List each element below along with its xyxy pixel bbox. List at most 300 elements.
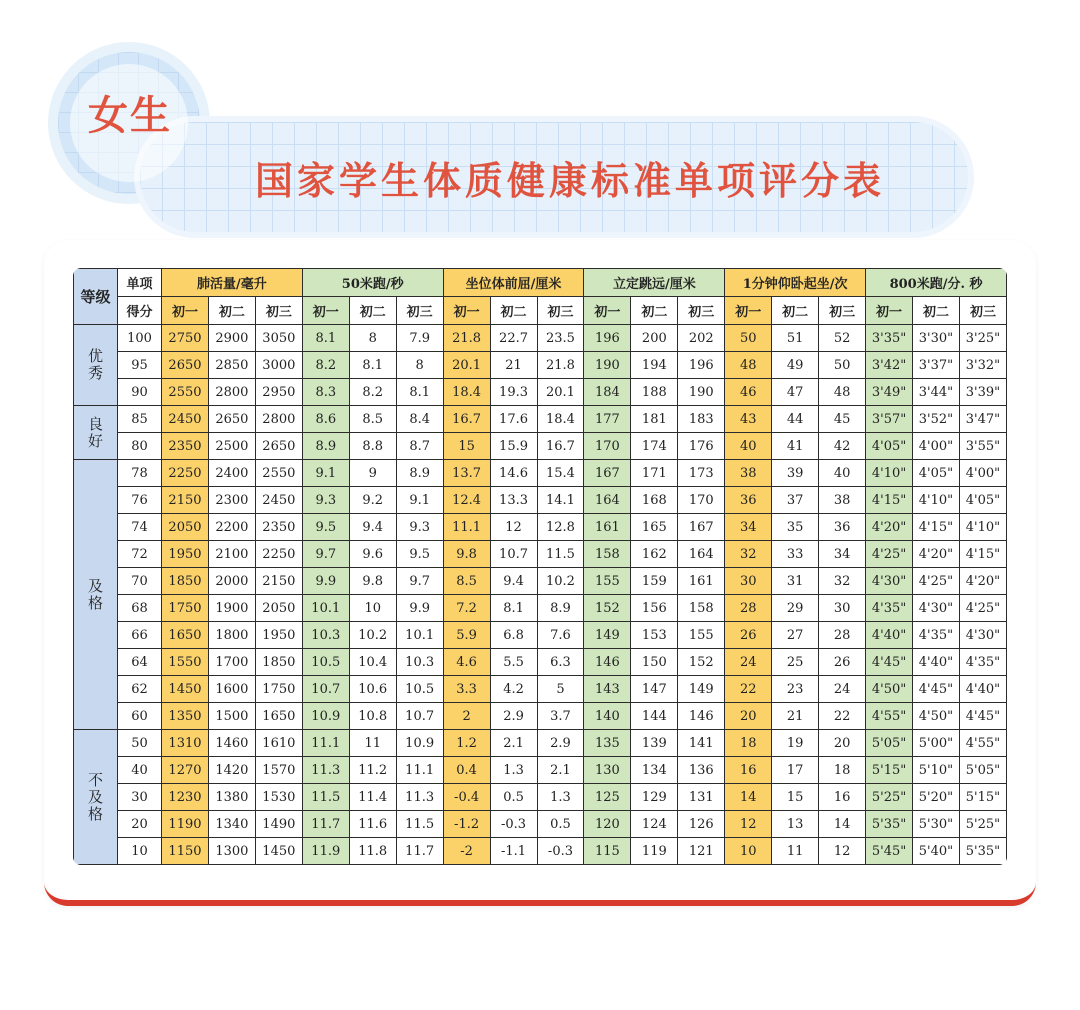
value-cell: 30: [819, 595, 866, 622]
value-cell: 4'25": [959, 595, 1006, 622]
value-cell: 1490: [255, 811, 302, 838]
value-cell: 158: [584, 541, 631, 568]
value-cell: 1850: [162, 568, 209, 595]
value-cell: 155: [584, 568, 631, 595]
table-row: [74, 352, 1007, 379]
value-cell: 43: [725, 406, 772, 433]
value-cell: 11.3: [302, 757, 349, 784]
value-cell: 28: [819, 622, 866, 649]
value-cell: 11.4: [349, 784, 396, 811]
value-cell: 2050: [162, 514, 209, 541]
value-cell: 8.1: [396, 379, 443, 406]
value-cell: 20: [725, 703, 772, 730]
score-cell: 85: [118, 406, 162, 433]
value-cell: 2950: [255, 379, 302, 406]
value-cell: 4'15": [866, 487, 913, 514]
value-cell: 150: [631, 649, 678, 676]
value-cell: 130: [584, 757, 631, 784]
value-cell: 4'25": [913, 568, 960, 595]
value-cell: 4'20": [959, 568, 1006, 595]
table-row: [74, 649, 1007, 676]
value-cell: 2450: [162, 406, 209, 433]
value-cell: 2.9: [537, 730, 584, 757]
value-cell: 2650: [208, 406, 255, 433]
value-cell: 4'10": [866, 460, 913, 487]
value-cell: 10.7: [396, 703, 443, 730]
value-cell: 8.1: [302, 325, 349, 352]
value-cell: 4.6: [443, 649, 490, 676]
value-cell: 40: [725, 433, 772, 460]
event-header: 1分钟仰卧起坐/次: [725, 269, 866, 297]
value-cell: 37: [772, 487, 819, 514]
value-cell: 3'47": [959, 406, 1006, 433]
value-cell: -0.4: [443, 784, 490, 811]
value-cell: 21.8: [443, 325, 490, 352]
value-cell: 159: [631, 568, 678, 595]
value-cell: 9.1: [396, 487, 443, 514]
value-cell: 5'05": [866, 730, 913, 757]
value-cell: 36: [725, 487, 772, 514]
table-row: [74, 406, 1007, 433]
value-cell: 5'05": [959, 757, 1006, 784]
value-cell: 48: [725, 352, 772, 379]
value-cell: 3'25": [959, 325, 1006, 352]
value-cell: 8.1: [490, 595, 537, 622]
value-cell: 30: [725, 568, 772, 595]
value-cell: 158: [678, 595, 725, 622]
level-cell: [74, 460, 118, 730]
value-cell: 8.9: [302, 433, 349, 460]
value-cell: 139: [631, 730, 678, 757]
score-cell: 72: [118, 541, 162, 568]
value-cell: 3'35": [866, 325, 913, 352]
value-cell: -2: [443, 838, 490, 865]
value-cell: 1800: [208, 622, 255, 649]
value-cell: 135: [584, 730, 631, 757]
score-cell: 78: [118, 460, 162, 487]
grade-header: 初三: [678, 297, 725, 325]
value-cell: 14: [819, 811, 866, 838]
value-cell: 1300: [208, 838, 255, 865]
value-cell: 11.1: [396, 757, 443, 784]
value-cell: 10.3: [302, 622, 349, 649]
table-row: [74, 325, 1007, 352]
value-cell: 149: [584, 622, 631, 649]
level-label: 优秀: [86, 348, 104, 382]
value-cell: 26: [819, 649, 866, 676]
score-cell: 80: [118, 433, 162, 460]
table-body: [74, 325, 1007, 865]
value-cell: 173: [678, 460, 725, 487]
value-cell: 49: [772, 352, 819, 379]
grade-header: 初一: [443, 297, 490, 325]
value-cell: 171: [631, 460, 678, 487]
value-cell: 3.3: [443, 676, 490, 703]
value-cell: 155: [678, 622, 725, 649]
value-cell: 12: [819, 838, 866, 865]
value-cell: 3'44": [913, 379, 960, 406]
value-cell: 12.8: [537, 514, 584, 541]
value-cell: 10.5: [302, 649, 349, 676]
value-cell: 1530: [255, 784, 302, 811]
value-cell: 12.4: [443, 487, 490, 514]
value-cell: 10.5: [396, 676, 443, 703]
value-cell: 29: [772, 595, 819, 622]
value-cell: 24: [725, 649, 772, 676]
value-cell: 190: [584, 352, 631, 379]
value-cell: 167: [678, 514, 725, 541]
value-cell: 1380: [208, 784, 255, 811]
value-cell: 4'30": [866, 568, 913, 595]
value-cell: 162: [631, 541, 678, 568]
value-cell: 3050: [255, 325, 302, 352]
value-cell: 41: [772, 433, 819, 460]
value-cell: 1.2: [443, 730, 490, 757]
score-cell: 30: [118, 784, 162, 811]
table-row: [74, 433, 1007, 460]
value-cell: 153: [631, 622, 678, 649]
value-cell: 2650: [162, 352, 209, 379]
value-cell: 4'35": [913, 622, 960, 649]
grade-header: 初三: [959, 297, 1006, 325]
value-cell: 9.9: [302, 568, 349, 595]
value-cell: 23.5: [537, 325, 584, 352]
value-cell: 2800: [208, 379, 255, 406]
value-cell: 4'30": [913, 595, 960, 622]
value-cell: 25: [772, 649, 819, 676]
value-cell: 11.7: [302, 811, 349, 838]
value-cell: 115: [584, 838, 631, 865]
value-cell: 143: [584, 676, 631, 703]
value-cell: 10.6: [349, 676, 396, 703]
value-cell: 18: [819, 757, 866, 784]
value-cell: 4'20": [866, 514, 913, 541]
value-cell: 1150: [162, 838, 209, 865]
level-label: 及格: [86, 577, 104, 612]
value-cell: -0.3: [490, 811, 537, 838]
value-cell: 27: [772, 622, 819, 649]
value-cell: 10.7: [302, 676, 349, 703]
value-cell: 12: [725, 811, 772, 838]
value-cell: 26: [725, 622, 772, 649]
value-cell: 161: [584, 514, 631, 541]
value-cell: 36: [819, 514, 866, 541]
value-cell: 3'32": [959, 352, 1006, 379]
value-cell: 2450: [255, 487, 302, 514]
value-cell: 10.2: [349, 622, 396, 649]
value-cell: 3'39": [959, 379, 1006, 406]
value-cell: 196: [584, 325, 631, 352]
value-cell: 11.8: [349, 838, 396, 865]
value-cell: 11: [772, 838, 819, 865]
value-cell: 1650: [255, 703, 302, 730]
value-cell: 156: [631, 595, 678, 622]
value-cell: 6.8: [490, 622, 537, 649]
value-cell: 2150: [162, 487, 209, 514]
value-cell: 5'20": [913, 784, 960, 811]
value-cell: 2.1: [490, 730, 537, 757]
value-cell: 196: [678, 352, 725, 379]
value-cell: 165: [631, 514, 678, 541]
value-cell: 5'35": [866, 811, 913, 838]
value-cell: 4'05": [866, 433, 913, 460]
value-cell: 18: [725, 730, 772, 757]
value-cell: 38: [725, 460, 772, 487]
value-cell: 1650: [162, 622, 209, 649]
gender-badge: 女生: [88, 93, 172, 139]
value-cell: 9.8: [349, 568, 396, 595]
value-cell: 3000: [255, 352, 302, 379]
value-cell: 5'35": [959, 838, 1006, 865]
table-row: [74, 838, 1007, 865]
value-cell: 146: [678, 703, 725, 730]
value-cell: 120: [584, 811, 631, 838]
value-cell: 17.6: [490, 406, 537, 433]
value-cell: 4'10": [913, 487, 960, 514]
value-cell: 9.8: [443, 541, 490, 568]
value-cell: 11.5: [537, 541, 584, 568]
value-cell: 12: [490, 514, 537, 541]
value-cell: 4'00": [913, 433, 960, 460]
value-cell: 9.7: [396, 568, 443, 595]
value-cell: 11.3: [396, 784, 443, 811]
grade-header: 初二: [772, 297, 819, 325]
value-cell: 3'37": [913, 352, 960, 379]
value-cell: 11.1: [302, 730, 349, 757]
value-cell: 2300: [208, 487, 255, 514]
value-cell: 5'15": [866, 757, 913, 784]
table-row: [74, 730, 1007, 757]
page-title: 国家学生体质健康标准单项评分表: [254, 159, 885, 203]
value-cell: 48: [819, 379, 866, 406]
value-cell: 2350: [255, 514, 302, 541]
value-cell: 4'45": [959, 703, 1006, 730]
value-cell: 4'30": [959, 622, 1006, 649]
table-row: [74, 784, 1007, 811]
grade-header: 初一: [725, 297, 772, 325]
value-cell: 34: [725, 514, 772, 541]
value-cell: 22.7: [490, 325, 537, 352]
value-cell: 2100: [208, 541, 255, 568]
grade-header: 初三: [396, 297, 443, 325]
value-cell: 6.3: [537, 649, 584, 676]
value-cell: 8.4: [396, 406, 443, 433]
value-cell: 35: [772, 514, 819, 541]
score-table: [73, 268, 1007, 865]
value-cell: 4'35": [866, 595, 913, 622]
value-cell: 15: [443, 433, 490, 460]
value-cell: 124: [631, 811, 678, 838]
score-cell: 64: [118, 649, 162, 676]
level-cell: [74, 406, 118, 460]
value-cell: 2550: [162, 379, 209, 406]
value-cell: 9.3: [302, 487, 349, 514]
value-cell: 15.4: [537, 460, 584, 487]
value-cell: 14.1: [537, 487, 584, 514]
value-cell: 7.6: [537, 622, 584, 649]
value-cell: 3'30": [913, 325, 960, 352]
value-cell: 14: [725, 784, 772, 811]
value-cell: 4.2: [490, 676, 537, 703]
score-cell: 100: [118, 325, 162, 352]
value-cell: 141: [678, 730, 725, 757]
level-cell: [74, 730, 118, 865]
item-header: 单项: [118, 269, 162, 297]
value-cell: 9.4: [349, 514, 396, 541]
value-cell: 147: [631, 676, 678, 703]
value-cell: 39: [772, 460, 819, 487]
value-cell: 24: [819, 676, 866, 703]
event-header-row: [74, 269, 1007, 297]
value-cell: 52: [819, 325, 866, 352]
value-cell: 50: [819, 352, 866, 379]
value-cell: 11.1: [443, 514, 490, 541]
value-cell: 1750: [255, 676, 302, 703]
value-cell: 170: [678, 487, 725, 514]
value-cell: 0.5: [490, 784, 537, 811]
value-cell: 11: [349, 730, 396, 757]
value-cell: 16.7: [537, 433, 584, 460]
value-cell: 9.6: [349, 541, 396, 568]
value-cell: 136: [678, 757, 725, 784]
table-row: [74, 379, 1007, 406]
value-cell: 8.6: [302, 406, 349, 433]
value-cell: 10: [349, 595, 396, 622]
value-cell: 4'45": [866, 649, 913, 676]
value-cell: 121: [678, 838, 725, 865]
score-cell: 40: [118, 757, 162, 784]
score-cell: 68: [118, 595, 162, 622]
table-row: [74, 460, 1007, 487]
value-cell: 44: [772, 406, 819, 433]
table-row: [74, 703, 1007, 730]
grade-header: 初一: [866, 297, 913, 325]
grade-header: 初二: [349, 297, 396, 325]
value-cell: 21: [490, 352, 537, 379]
value-cell: 46: [725, 379, 772, 406]
value-cell: 2250: [255, 541, 302, 568]
value-cell: 13: [772, 811, 819, 838]
value-cell: 1450: [255, 838, 302, 865]
value-cell: 8: [349, 325, 396, 352]
value-cell: 5'30": [913, 811, 960, 838]
value-cell: 181: [631, 406, 678, 433]
value-cell: 4'05": [913, 460, 960, 487]
value-cell: 18.4: [537, 406, 584, 433]
value-cell: 5'25": [959, 811, 1006, 838]
grade-header: 初三: [819, 297, 866, 325]
table-row: [74, 676, 1007, 703]
grade-header: 初二: [913, 297, 960, 325]
table-row: [74, 811, 1007, 838]
value-cell: 125: [584, 784, 631, 811]
score-cell: 20: [118, 811, 162, 838]
value-cell: 45: [819, 406, 866, 433]
value-cell: 126: [678, 811, 725, 838]
value-cell: 161: [678, 568, 725, 595]
table-row: [74, 541, 1007, 568]
value-cell: 2750: [162, 325, 209, 352]
event-header: 肺活量/毫升: [162, 269, 303, 297]
value-cell: 4'15": [913, 514, 960, 541]
event-header: 800米跑/分. 秒: [866, 269, 1007, 297]
table-row: [74, 595, 1007, 622]
value-cell: 1600: [208, 676, 255, 703]
value-cell: 9.2: [349, 487, 396, 514]
score-cell: 76: [118, 487, 162, 514]
value-cell: 4'15": [959, 541, 1006, 568]
table-row: [74, 487, 1007, 514]
value-cell: 22: [725, 676, 772, 703]
value-cell: 42: [819, 433, 866, 460]
value-cell: 2500: [208, 433, 255, 460]
value-cell: 32: [819, 568, 866, 595]
score-cell: 62: [118, 676, 162, 703]
value-cell: 2200: [208, 514, 255, 541]
value-cell: 1610: [255, 730, 302, 757]
value-cell: 11.5: [302, 784, 349, 811]
value-cell: 2350: [162, 433, 209, 460]
value-cell: 4'55": [866, 703, 913, 730]
value-cell: 34: [819, 541, 866, 568]
value-cell: 167: [584, 460, 631, 487]
value-cell: 188: [631, 379, 678, 406]
value-cell: 2.1: [537, 757, 584, 784]
value-cell: 1750: [162, 595, 209, 622]
value-cell: 4'45": [913, 676, 960, 703]
table-row: [74, 622, 1007, 649]
value-cell: 11.5: [396, 811, 443, 838]
value-cell: 1.3: [490, 757, 537, 784]
score-cell: 74: [118, 514, 162, 541]
value-cell: 8.7: [396, 433, 443, 460]
value-cell: 3'55": [959, 433, 1006, 460]
value-cell: 2900: [208, 325, 255, 352]
value-cell: 21: [772, 703, 819, 730]
value-cell: 8.9: [396, 460, 443, 487]
score-cell: 95: [118, 352, 162, 379]
value-cell: 16.7: [443, 406, 490, 433]
value-cell: 9.5: [302, 514, 349, 541]
value-cell: 19.3: [490, 379, 537, 406]
value-cell: 15.9: [490, 433, 537, 460]
value-cell: 4'50": [913, 703, 960, 730]
value-cell: 47: [772, 379, 819, 406]
event-header: 50米跑/秒: [302, 269, 443, 297]
value-cell: 3'52": [913, 406, 960, 433]
value-cell: 51: [772, 325, 819, 352]
value-cell: 4'40": [866, 622, 913, 649]
value-cell: 8.5: [443, 568, 490, 595]
value-cell: 184: [584, 379, 631, 406]
value-cell: 1900: [208, 595, 255, 622]
value-cell: 9.1: [302, 460, 349, 487]
value-cell: 10.9: [396, 730, 443, 757]
value-cell: 20: [819, 730, 866, 757]
value-cell: 18.4: [443, 379, 490, 406]
value-cell: 14.6: [490, 460, 537, 487]
value-cell: 38: [819, 487, 866, 514]
value-cell: -0.3: [537, 838, 584, 865]
level-cell: [74, 325, 118, 406]
value-cell: 2400: [208, 460, 255, 487]
value-cell: 174: [631, 433, 678, 460]
value-cell: 168: [631, 487, 678, 514]
value-cell: 1420: [208, 757, 255, 784]
table-row: [74, 757, 1007, 784]
table-row: [74, 568, 1007, 595]
value-cell: 129: [631, 784, 678, 811]
